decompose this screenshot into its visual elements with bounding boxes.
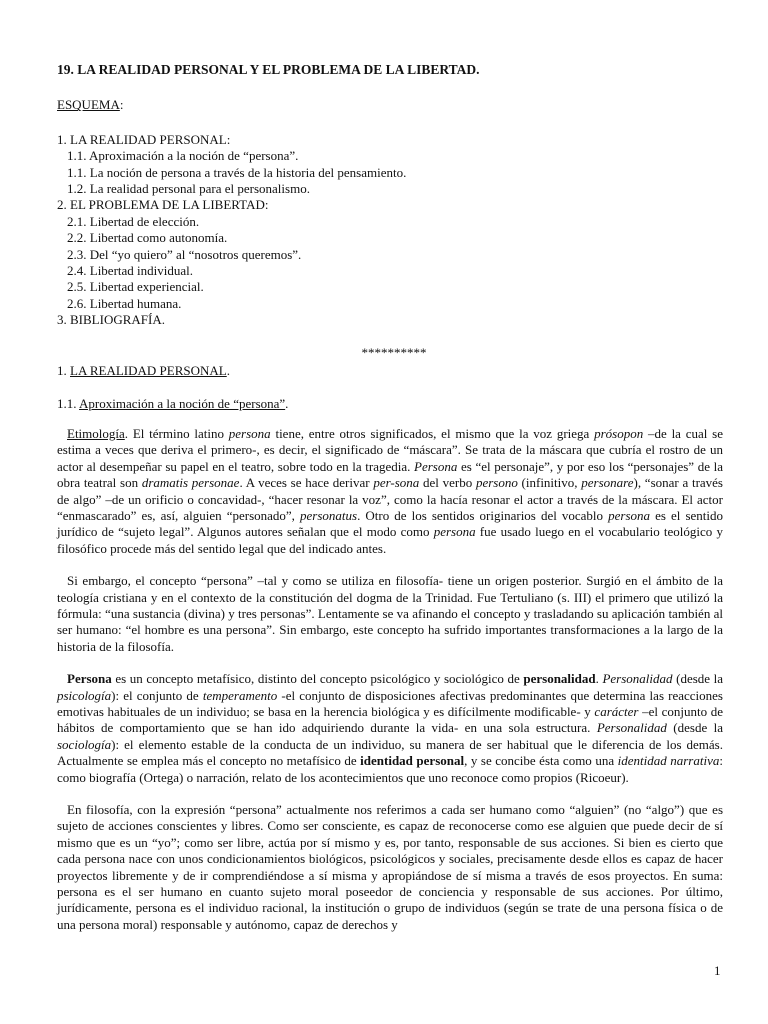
paragraph-personalidad: Persona es un concepto metafísico, distinto del concepto psicológico y sociológico de personalidad. Personalidad (desde la psicología): el conjunto de temperamento -el conjunto de disposiciones afectivas predominantes que determina las reacciones emotivas habituales de un individuo; se basa en la herencia biológica y es difícilmente modificable- y carácter –el conjunto de hábitos de comportamiento que se han ido adquiriendo durante la vida- en una sola estructura. Personalidad (desde la sociología): el elemento estable de la conducta de un individuo, su manera de ser habitual que le diferencia de los demás. Actualmente se emplea más el concepto no metafísico de identidad personal, y se concibe ésta como una identidad narrativa: como biografía (Ortega) o narración, relato de los acontecimientos que uno reconoce como propios (Ricoeur).	[57, 671, 724, 785]
section-title: LA REALIDAD PERSONAL	[70, 363, 227, 379]
outline-item: 3. BIBLIOGRAFÍA.	[57, 312, 165, 328]
outline-item: 2.4. Libertad individual.	[67, 263, 194, 279]
outline-item: 1.1. La noción de persona a través de la historia del pensamiento.	[67, 164, 407, 180]
section-suffix: .	[226, 363, 230, 379]
section-separator: **********	[361, 344, 427, 360]
paragraph-origen: Si embargo, el concepto “persona” –tal y como se utiliza en filosofía- tiene un origen posterior. Surgió en el ámbito de la teología cristiana y en el contexto de la constitución del dogma de la Trinidad. Fue Tertuliano (s. III) el primero que utilizó la fórmula: “una sustancia (divina) y tres personas”. Lentamente se va afinando el concepto y trasladando su aplicación también al ser humano: “el hombre es una persona”. Sin embargo, este concepto ha sufrido importantes transformaciones a la largo de la historia de la filosofía.	[57, 573, 723, 654]
subsection-suffix: .	[285, 395, 289, 411]
outline-item: 1.2. La realidad personal para el personalismo.	[67, 181, 310, 197]
document-title: 19. LA REALIDAD PERSONAL Y EL PROBLEMA DE LA LIBERTAD.	[57, 62, 480, 77]
document-page	[57, 62, 723, 933]
outline-item: 2.2. Libertad como autonomía.	[67, 230, 228, 246]
outline-item: 1. LA REALIDAD PERSONAL:	[57, 131, 231, 147]
outline-list	[57, 132, 723, 329]
section-heading	[57, 363, 723, 379]
subsection-title: Aproximación a la noción de “persona”	[79, 395, 286, 411]
paragraph-etimologia: Etimología. El término latino persona tiene, entre otros significados, el mismo que la voz griega prósopon –de la cual se estima a veces que deriva el primero-, es decir, el significado de “máscara”. Se trata de la máscara que cubría el rostro de un actor al desempeñar su papel en el teatro, sobre todo en la tragedia. Persona es “el personaje”, y por eso los “personajes” de la obra teatral son dramatis personae. A veces se hace derivar per-sona del verbo persono (infinitivo, personare), “sonar a través de algo” –de un orificio o concavidad-, “hacer resonar la voz”, como la hacía resonar el actor a través de la máscara. El actor “enmascarado” es, así, alguien “personado”, personatus. Otro de los sentidos originarios del vocablo persona es el sentido jurídico de “sujeto legal”. Algunos autores señalan que el modo como persona fue usado luego en el vocabulario teológico y filosófico procede más del sentido legal que del indicado antes.	[57, 425, 724, 556]
subsection-heading	[57, 396, 723, 412]
term-etimologia: Etimología	[67, 425, 125, 441]
esquema-heading	[57, 97, 723, 113]
esquema-colon: :	[119, 97, 124, 113]
outline-item: 2.6. Libertad humana.	[67, 295, 182, 311]
section-number: 1.	[57, 363, 70, 379]
subsection-number: 1.1.	[57, 395, 80, 411]
outline-item: 1.1. Aproximación a la noción de “persona”.	[67, 148, 299, 164]
outline-item: 2.3. Del “yo quiero” al “nosotros queremos”.	[67, 246, 302, 262]
outline-item: 2.1. Libertad de elección.	[67, 213, 200, 229]
esquema-label: ESQUEMA	[57, 97, 120, 113]
outline-item: 2.5. Libertad experiencial.	[67, 279, 204, 295]
page-number: 1	[714, 963, 721, 978]
paragraph-filosofia: En filosofía, con la expresión “persona” actualmente nos referimos a cada ser humano como “alguien” (no “algo”) que es sujeto de acciones conscientes y libres. Como ser consciente, es capaz de reconocerse como ese alguien que puede decir de sí mismo que es un “yo”; como ser libre, actúa por sí mismo y es, por tanto, responsable de sus acciones. Si bien es cierto que cada persona nace con unos condicionamientos biológicos, psicológicos y sociales, precisamente desde ellos es capaz de hacer proyectos libremente y de ir comprendiéndose a sí misma y apropiándose de sí misma a través de esos proyectos. En suma: persona es el ser humano en cuanto sujeto moral poseedor de conciencia y responsable de sus acciones. Por último, jurídicamente, persona es el individuo racional, la institución o grupo de individuos (según se trate de una persona física o de una persona moral) responsable y autónomo, capaz de derechos y	[57, 802, 723, 932]
outline-item: 2. EL PROBLEMA DE LA LIBERTAD:	[57, 197, 269, 213]
